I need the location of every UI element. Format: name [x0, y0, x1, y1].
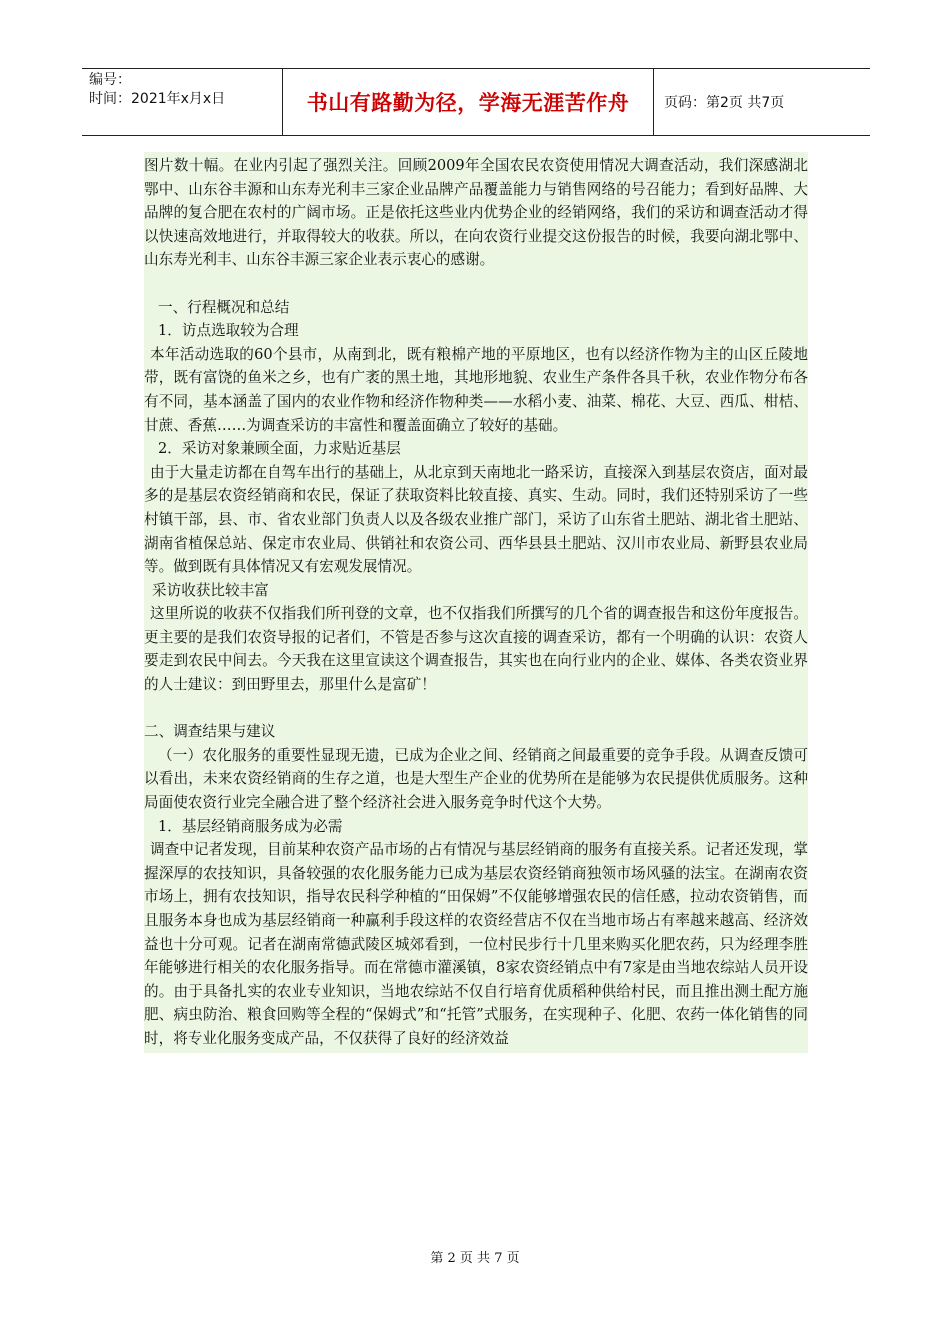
- subsection-heading: 1．访点选取较为合理: [158, 322, 299, 340]
- paragraph: 图片数十幅。在业内引起了强烈关注。回顾2009年全国农民农资使用情况大调查活动，我们深感湖北鄂中、山东谷丰源和山东寿光利丰三家企业品牌产品覆盖能力与销售网络的号召能力；看到好品牌、大品牌的复合肥在农村的广阔市场。正是依托这些业内优势企业的经销网络，我们的采访和调查活动才得以快速高效地进行，并取得较大的收获。所以，在向农资行业提交这份报告的时候，我要向湖北鄂中、山东寿光利丰、山东谷丰源三家企业表示衷心的感谢。: [144, 157, 808, 269]
- blank-line: [144, 697, 808, 721]
- paragraph: 调查中记者发现，目前某种农资产品市场的占有情况与基层经销商的服务有直接关系。记者还发现，掌握深厚的农技知识，具备较强的农化服务能力已成为基层农资经销商独领市场风骚的法宝。在湖南农资市场上，拥有农技知识，指导农民科学种植的“田保姆”不仅能够增强农民的信任感，拉动农资销售，而且服务本身也成为基层经销商一种赢利手段这样的农资经营店不仅在当地市场占有率越来越高、经济效益也十分可观。记者在湖南常德武陵区城郊看到，一位村民步行十几里来购买化肥农药，只为经理李胜年能够进行相关的农化服务指导。而在常德市灌溪镇，8家农资经销点中有7家是由当地农综站人员开设的。由于具备扎实的农业专业知识，当地农综站不仅自行培育优质稻种供给村民，而且推出测土配方施肥、病虫防治、粮食回购等全程的“保姆式”和“托管”式服务，在实现种子、化肥、农药一体化销售的同时，将专业化服务变成产品，不仅获得了良好的经济效益: [144, 841, 808, 1047]
- paragraph: 由于大量走访都在自驾车出行的基础上，从北京到天南地北一路采访，直接深入到基层农资店，面对最多的是基层农资经销商和农民，保证了获取资料比较直接、真实、生动。同时，我们还特别采访了一些村镇干部，县、市、省农业部门负责人以及各级农业推广部门，采访了山东省土肥站、湖北省土肥站、湖南省植保总站、保定市农业局、供销社和农资公司、西华县县土肥站、汉川市农业局、新野县农业局等。做到既有具体情况又有宏观发展情况。: [144, 463, 808, 576]
- header-page-cell: [654, 69, 870, 135]
- subsection-heading: 采访收获比较丰富: [152, 581, 269, 599]
- document-time-label: 时间：2021年x月x日: [89, 91, 226, 107]
- paragraph: （一）农化服务的重要性显现无遗，已成为企业之间、经销商之间最重要的竞争手段。从调查反馈可以看出，未来农资经销商的生存之道，也是大型生产企业的优势所在是能够为农民提供优质服务。这种局面使农资行业完全融合进了整个经济社会进入服务竞争时代这个大势。: [144, 746, 808, 812]
- section-heading: 二、调查结果与建议: [144, 723, 276, 741]
- page-header: [82, 68, 870, 136]
- header-motto: 书山有路勤为径，学海无涯苦作舟: [306, 91, 630, 115]
- document-number-label: 编号：: [89, 72, 131, 88]
- paragraph: 这里所说的收获不仅指我们所刊登的文章，也不仅指我们所撰写的几个省的调查报告和这份年度报告。更主要的是我们农资导报的记者们，不管是否参与这次直接的调查采访，都有一个明确的认识：农资人要走到农民中间去。今天我在这里宣读这个调查报告，其实也在向行业内的企业、媒体、各类农资业界的人士建议：到田野里去，那里什么是富矿！: [144, 605, 808, 694]
- header-page-label: 页码：第2页 共7页: [664, 95, 785, 111]
- paragraph: 本年活动选取的60个县市，从南到北，既有粮棉产地的平原地区，也有以经济作物为主的山区丘陵地带，既有富饶的鱼米之乡，也有广袤的黑土地，其地形地貌、农业生产条件各具千秋，农业作物分布各有不同，基本涵盖了国内的农业作物和经济作物种类——水稻小麦、油菜、棉花、大豆、西瓜、柑桔、甘蔗、香蕉……为调查采访的丰富性和覆盖面确立了较好的基础。: [144, 345, 808, 434]
- section-heading: 一、行程概况和总结: [158, 298, 290, 316]
- subsection-heading: 2．采访对象兼顾全面，力求贴近基层: [158, 440, 401, 458]
- document-body: [144, 152, 808, 1053]
- header-meta: [82, 69, 282, 135]
- header-motto-cell: [282, 69, 654, 135]
- blank-line: [144, 272, 808, 296]
- page-footer: 第 2 页 共 7 页: [430, 1251, 520, 1266]
- subsection-heading: 1．基层经销商服务成为必需: [158, 817, 343, 835]
